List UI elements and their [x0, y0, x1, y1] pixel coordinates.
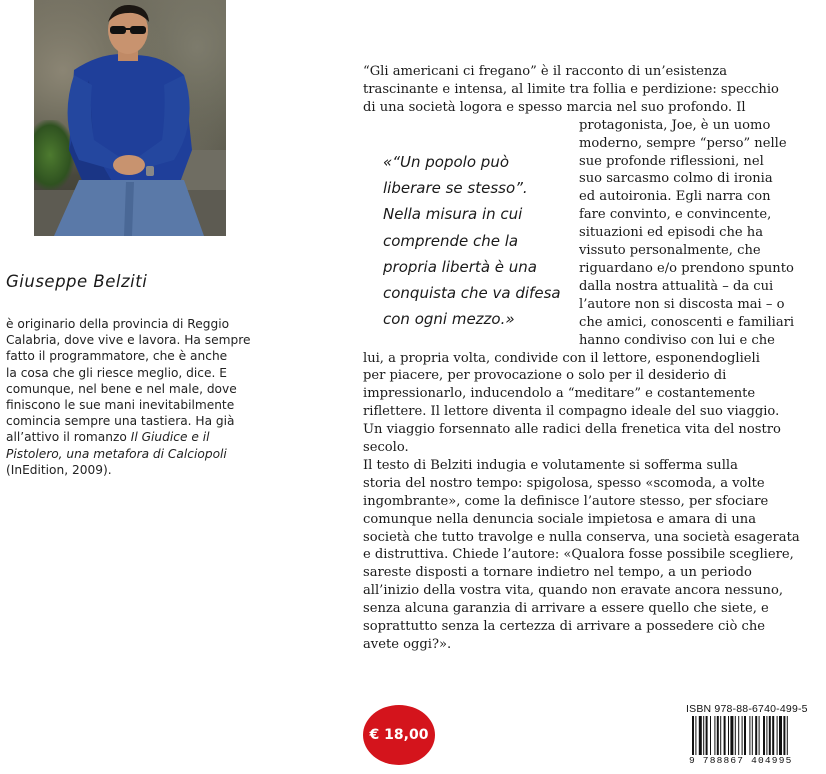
- blurb-line: Un viaggio forsennato alle radici della frenetica vita del nostro: [363, 422, 781, 438]
- author-bio: [6, 316, 264, 478]
- blurb-line: di una società logora e spesso marcia nel suo profondo. Il: [363, 99, 746, 115]
- blurb-line: che amici, conoscenti e familiari: [579, 314, 795, 330]
- blurb-line: sareste disposti a tornare indietro nel tempo, a un periodo: [363, 565, 752, 581]
- blurb-line: vissuto personalmente, che: [579, 243, 761, 259]
- blurb-line: trascinante e intensa, al limite tra follia e perdizione: specchio: [363, 81, 779, 97]
- bio-line: (InEdition, 2009).: [6, 462, 112, 477]
- blurb-line: situazioni ed episodi che ha: [579, 225, 764, 241]
- blurb-line: impressionarlo, inducendolo a “meditare” e costantemente: [363, 386, 756, 402]
- blurb-line: lui, a propria volta, condivide con il lettore, esponendoglieli: [363, 350, 760, 366]
- bio-line: è originario della provincia di Reggio: [6, 317, 230, 331]
- pull-quote-line: propria libertà è una: [383, 257, 537, 276]
- pull-quote-line: comprende che la: [383, 231, 519, 250]
- bio-book-title: Il Giudice e il: [130, 430, 210, 445]
- bio-line: finiscono le sue mani inevitabilmente: [6, 398, 235, 413]
- blurb-line: e distruttiva. Chiede l’autore: «Qualora fosse possibile scegliere,: [363, 547, 794, 563]
- bio-line: [6, 446, 264, 462]
- blurb-line: secolo.: [363, 440, 409, 456]
- bio-line: Calabria, dove vive e lavora. Ha sempre: [6, 333, 251, 348]
- blurb-line: storia del nostro tempo: spigolosa, spesso «scomoda, a volte: [363, 475, 765, 491]
- blurb-line: all’inizio della vostra vita, quando non eravate ancora nessuno,: [363, 583, 784, 599]
- blurb-line: ingombrante», come la definisce l’autore stesso, per sfociare: [363, 493, 769, 509]
- isbn-label: ISBN 978-88-6740-499-5: [686, 703, 808, 715]
- blurb-line: senza alcuna garanzia di arrivare a essere quello che siete, e: [363, 601, 769, 617]
- bio-line: comincia sempre una tastiera. Ha già: [6, 414, 235, 429]
- price-badge: € 18,00: [363, 705, 435, 765]
- blurb-line: comunque nella denuncia sociale impietosa e amara di una: [363, 511, 757, 527]
- bio-line: la cosa che gli riesce meglio, dice. E: [6, 365, 227, 380]
- blurb-line: fare convinto, e convincente,: [579, 207, 772, 223]
- blurb-line: soprattutto senza la certezza di arrivare a possedere ciò che: [363, 619, 766, 635]
- pull-quote-line: «“Un popolo può: [383, 153, 509, 171]
- blurb-line: “Gli americani ci fregano” è il racconto di un’esistenza: [363, 64, 728, 79]
- blurb-line: riguardano e/o prendono spunto: [579, 260, 794, 276]
- author-name: Giuseppe Belziti: [6, 272, 148, 291]
- blurb-line: hanno condiviso con lui e che: [579, 332, 775, 348]
- blurb-line: moderno, sempre “perso” nelle: [579, 135, 787, 151]
- blurb-line: avete oggi?».: [363, 637, 452, 652]
- blurb-line: protagonista, Joe, è un uomo: [579, 117, 771, 133]
- blurb-line: ed autoironia. Egli narra con: [579, 189, 771, 205]
- pull-quote-line: con ogni mezzo.»: [383, 310, 515, 329]
- pull-quote-line: liberare se stesso”.: [383, 179, 528, 198]
- author-photo: [34, 0, 226, 236]
- bio-book-title-cont: Pistolero, una metafora di Calciopoli: [6, 446, 227, 461]
- blurb-line: dalla nostra attualità – da cui: [579, 278, 774, 294]
- pull-quote: [383, 149, 583, 332]
- pull-quote-line: Nella misura in cui: [383, 205, 523, 224]
- barcode-number: 9 788867 404995: [686, 755, 826, 766]
- photo-person: [34, 0, 226, 236]
- blurb-line: sue profonde riflessioni, nel: [579, 153, 764, 169]
- blurb-line: riflettere. Il lettore diventa il compagno ideale del suo viaggio.: [363, 404, 780, 420]
- blurb-line: Il testo di Belziti indugia e volutamente si sofferma sulla: [363, 457, 738, 473]
- blurb-line: società che tutto travolge e nulla conserva, una società esagerata: [363, 529, 800, 545]
- bio-line: fatto il programmatore, che è anche: [6, 349, 228, 364]
- pull-quote-line: conquista che va difesa: [383, 284, 561, 303]
- bio-line: [6, 429, 264, 445]
- bio-text: all’attivo il romanzo: [6, 430, 131, 445]
- blurb-line: per piacere, per provocazione o solo per il desiderio di: [363, 368, 727, 384]
- blurb-line: suo sarcasmo colmo di ironia: [579, 171, 773, 187]
- blurb-line: l’autore non si discosta mai – o: [579, 296, 785, 312]
- bio-line: comunque, nel bene e nel male, dove: [6, 381, 237, 396]
